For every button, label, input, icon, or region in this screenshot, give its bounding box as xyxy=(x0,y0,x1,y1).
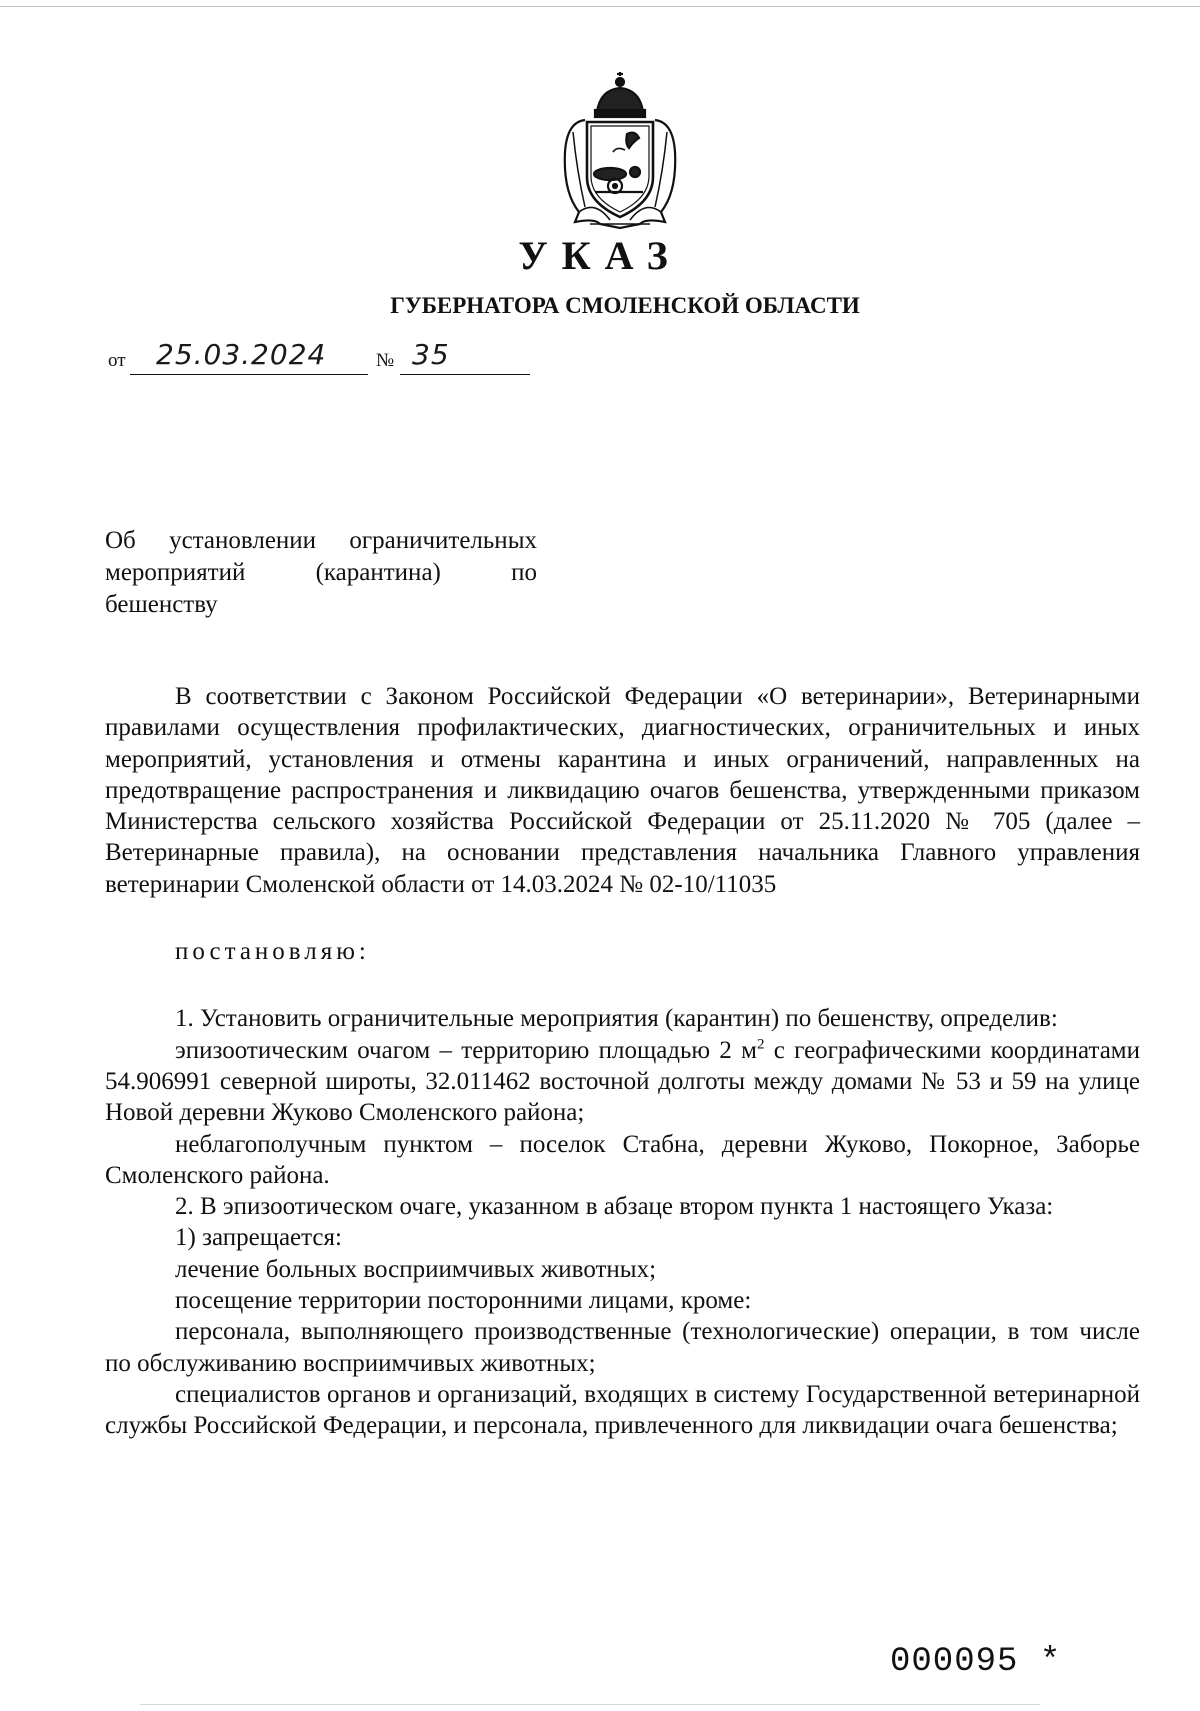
document-body xyxy=(105,681,1140,1442)
subject-word: (карантина) xyxy=(315,559,441,586)
item-2-1: 1) запрещается: xyxy=(175,1224,342,1252)
subject-line-2 xyxy=(105,557,537,589)
preamble-paragraph: В соответствии с Законом Российской Федерации «О ветеринарии», Ветеринарными правилами осуществления профилактических, диагностических, ограничительных и иных мероприятий, установления и отмены карантина и иных ограничений, направленных на предотвращение распространения и ликвидацию очагов бешенства, утвержденными приказом Министерства сельского хозяйства Российской Федерации от 25.11.2020 № 705 (далее – Ветеринарные правила), на основании представления начальника Главного управления ветеринарии Смоленской области от 14.03.2024 № 02-10/11035 xyxy=(105,683,1140,898)
date-underline xyxy=(130,374,368,375)
subject-line-1: Об установлении ограничительных xyxy=(105,527,537,554)
item-1: 1. Установить ограничительные мероприятия (карантин) по бешенству, определив: xyxy=(175,1005,1058,1033)
number-prefix: № xyxy=(376,350,395,371)
item-2: 2. В эпизоотическом очаге, указанном в абзаце втором пункта 1 настоящего Указа: xyxy=(175,1193,1054,1221)
page-number: 000095 * xyxy=(890,1643,1062,1681)
number-underline xyxy=(400,374,530,375)
smolensk-coat-of-arms-icon xyxy=(555,72,685,232)
handwritten-number: 35 xyxy=(412,338,450,371)
item-1-focus-text: эпизоотическим очагом – территорию площадью 2 м xyxy=(175,1036,757,1064)
item-2-1-c: персонала, выполняющего производственные (технологические) операции, в том числе по обслуживанию восприимчивых животных; xyxy=(105,1318,1140,1377)
subject-word: мероприятий xyxy=(105,559,246,586)
item-2-1-a: лечение больных восприимчивых животных; xyxy=(175,1255,657,1283)
document-subtitle: ГУБЕРНАТОРА СМОЛЕНСКОЙ ОБЛАСТИ xyxy=(390,293,860,318)
scan-edge-top xyxy=(0,6,1200,7)
subject-word: по xyxy=(511,559,537,586)
item-1-focus xyxy=(105,1035,1140,1129)
scan-edge-bottom xyxy=(140,1704,1040,1705)
item-2-1-b: посещение территории посторонними лицами, кроме: xyxy=(175,1287,752,1315)
document-subject xyxy=(105,525,537,621)
item-2-1-d: специалистов органов и организаций, входящих в систему Государственной ветеринарной службы Российской Федерации, и персонала, привлеченного для ликвидации очага бешенства; xyxy=(105,1380,1140,1440)
item-1-focus-text-rest: с географическими координатами 54.906991 северной широты, 32.011462 восточной долготы между домами № 53 и 59 на улице Новой деревни Жуково Смоленского района; xyxy=(105,1036,1141,1127)
date-prefix: от xyxy=(108,350,126,371)
decree-word: постановляю: xyxy=(175,938,370,966)
handwritten-date: 25.03.2024 xyxy=(156,338,327,371)
item-1-point: неблагополучным пунктом – поселок Стабна, деревни Жуково, Покорное, Заборье Смоленского района. xyxy=(105,1130,1140,1189)
date-number-row xyxy=(108,340,548,376)
subject-line-3: бешенству xyxy=(105,591,218,618)
document-title: УКАЗ xyxy=(518,233,682,278)
superscript: 2 xyxy=(757,1036,765,1053)
